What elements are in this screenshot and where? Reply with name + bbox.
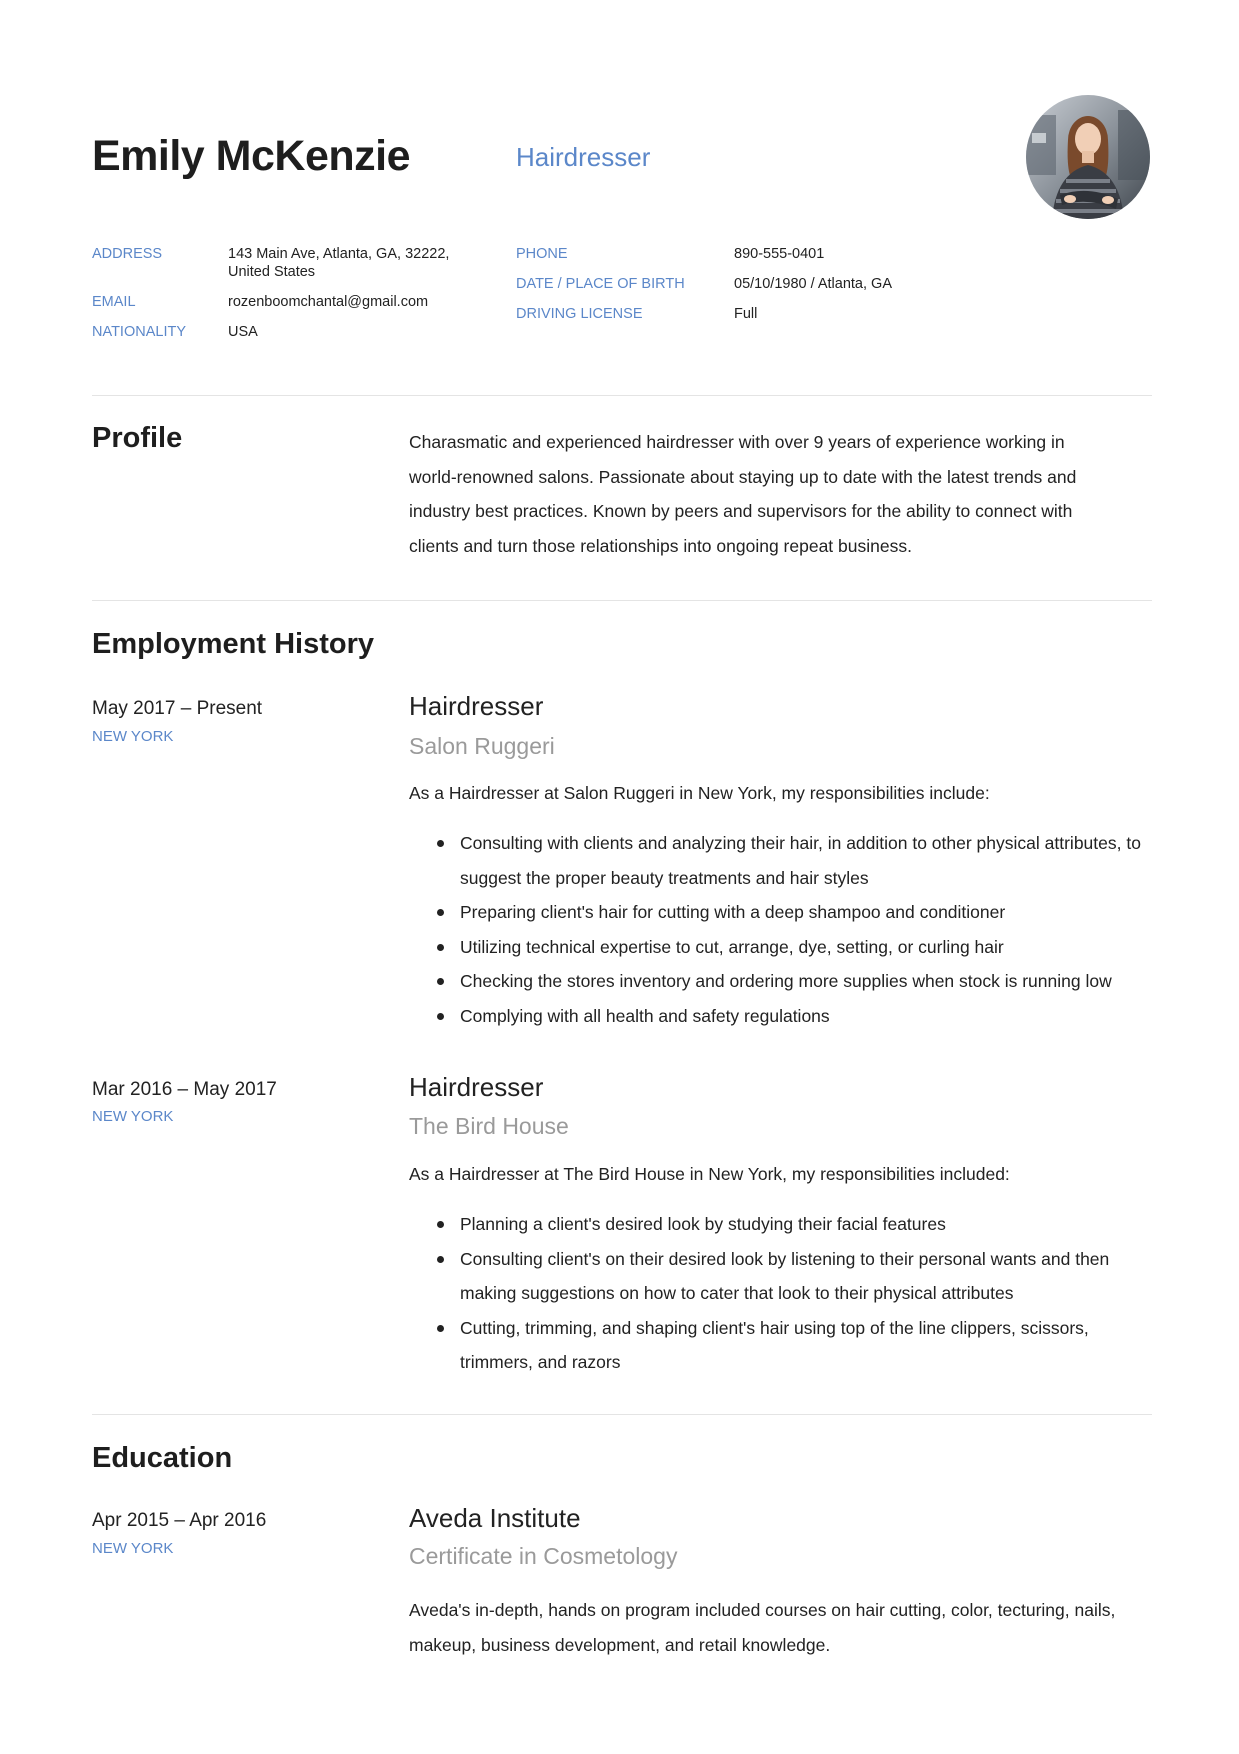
address-value: 143 Main Ave, Atlanta, GA, 32222, United States (228, 246, 450, 280)
list-item: Consulting client's on their desired look by listening to their personal wants and then making suggestions on how to cater that look to their physical attributes (409, 1242, 1154, 1311)
education-description: Aveda's in-depth, hands on program included courses on hair cutting, color, tecturing, nails, makeup, business development, and retail knowledge. (409, 1600, 1116, 1655)
job-role: Hairdresser (409, 691, 544, 721)
list-item: Consulting with clients and analyzing their hair, in addition to other physical attributes, to suggest the proper beauty treatments and hair styles (409, 826, 1154, 895)
list-item: Complying with all health and safety regulations (409, 999, 1154, 1034)
divider (92, 1414, 1152, 1415)
job-city: NEW YORK (92, 1108, 174, 1125)
education-dates: Apr 2015 – Apr 2016 (92, 1510, 267, 1531)
divider (92, 395, 1152, 396)
phone-label: PHONE (516, 246, 568, 262)
education-heading: Education (92, 1442, 233, 1474)
nationality-value: USA (228, 324, 258, 340)
job-city: NEW YORK (92, 728, 174, 745)
education-school: Aveda Institute (409, 1503, 581, 1533)
candidate-name: Emily McKenzie (92, 132, 410, 180)
job-description: As a Hairdresser at The Bird House in New York, my responsibilities included: (409, 1164, 1010, 1184)
job-bullets (409, 1207, 1154, 1380)
job-title: Hairdresser (516, 142, 651, 172)
divider (92, 600, 1152, 601)
job-company: The Bird House (409, 1113, 569, 1139)
profile-text: Charasmatic and experienced hairdresser with over 9 years of experience working in world-renowned salons. Passionate about staying up to date with the latest trends and industry best practices. Known by peers and supervisors for the ability to connect with clients and turn those relationships into ongoing repeat business. (409, 432, 1077, 556)
list-item: Cutting, trimming, and shaping client's hair using top of the line clippers, scissors, trimmers, and razors (409, 1311, 1154, 1380)
job-dates: May 2017 – Present (92, 698, 263, 719)
license-label: DRIVING LICENSE (516, 306, 643, 322)
email-label: EMAIL (92, 294, 136, 310)
profile-photo (1026, 95, 1150, 219)
profile-heading: Profile (92, 422, 183, 454)
list-item: Preparing client's hair for cutting with a deep shampoo and conditioner (409, 895, 1154, 930)
education-degree: Certificate in Cosmetology (409, 1543, 678, 1569)
email-value: rozenboomchantal@gmail.com (228, 294, 429, 310)
list-item: Utilizing technical expertise to cut, arrange, dye, setting, or curling hair (409, 930, 1154, 965)
employment-heading: Employment History (92, 628, 374, 660)
phone-value: 890-555-0401 (734, 246, 825, 262)
job-role: Hairdresser (409, 1072, 544, 1102)
job-dates: Mar 2016 – May 2017 (92, 1079, 277, 1100)
license-value: Full (734, 306, 758, 322)
birth-label: DATE / PLACE OF BIRTH (516, 276, 685, 292)
birth-value: 05/10/1980 / Atlanta, GA (734, 276, 893, 292)
job-description: As a Hairdresser at Salon Ruggeri in New York, my responsibilities include: (409, 783, 990, 803)
list-item: Checking the stores inventory and ordering more supplies when stock is running low (409, 964, 1154, 999)
job-company: Salon Ruggeri (409, 733, 555, 759)
profile-photo-icon (1026, 95, 1150, 219)
address-label: ADDRESS (92, 246, 163, 262)
list-item: Planning a client's desired look by studying their facial features (409, 1207, 1154, 1242)
education-city: NEW YORK (92, 1540, 174, 1557)
job-bullets (409, 826, 1154, 1033)
nationality-label: NATIONALITY (92, 324, 186, 340)
